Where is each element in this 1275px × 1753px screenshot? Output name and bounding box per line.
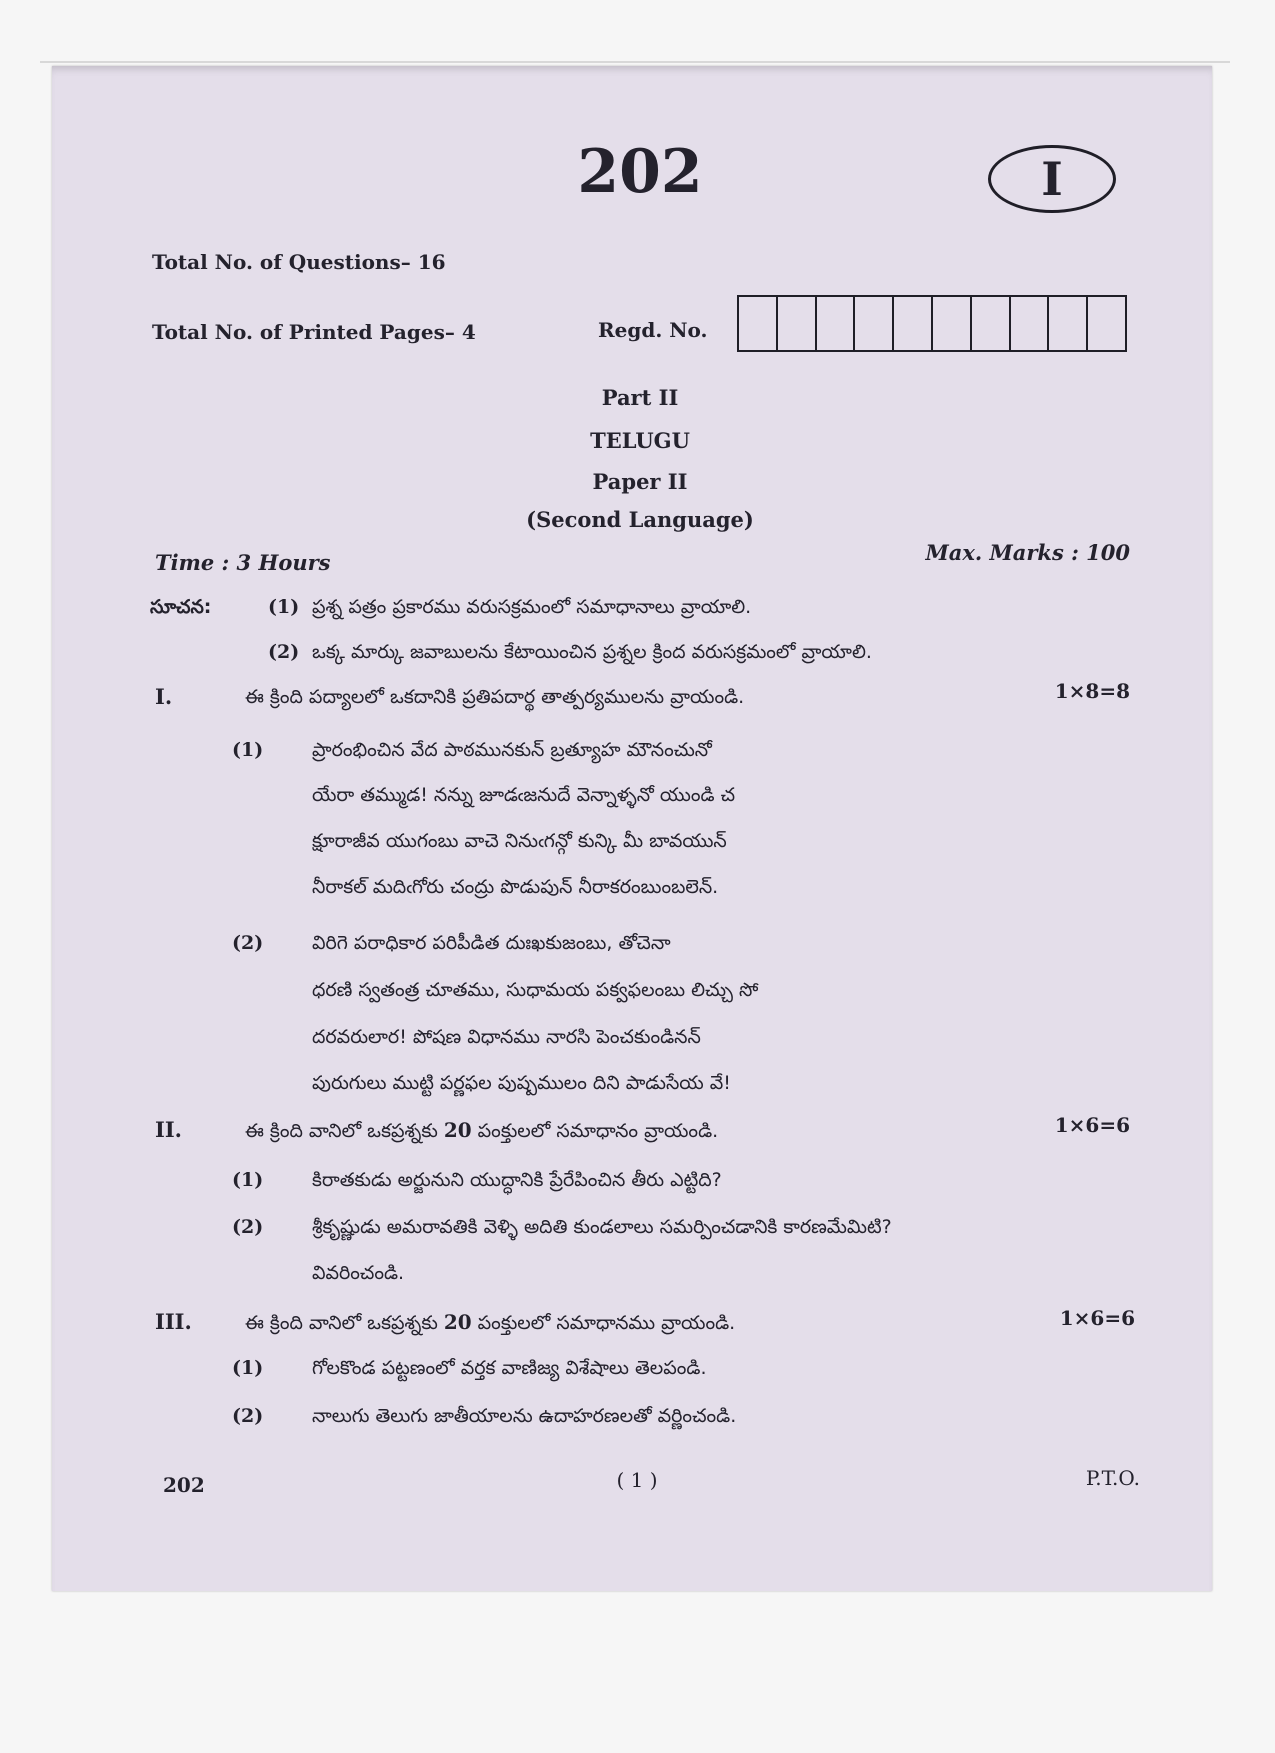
regd-box-cell bbox=[1011, 297, 1050, 350]
footer-pto: P.T.O. bbox=[1085, 1466, 1140, 1490]
regd-box-cell bbox=[855, 297, 894, 350]
instruction-number: (2) bbox=[268, 641, 300, 663]
question-number: (1) bbox=[232, 1169, 264, 1191]
question-text: శ్రీకృష్ణుడు అమరావతికి వెళ్ళి అదితి కుండలాలు సమర్పించడానికి కారణమేమిటి? bbox=[312, 1216, 892, 1238]
poem-line: విరిగె పరాధికార పరిపీడిత దుఃఖకుజంబు, తోచెనా bbox=[312, 932, 671, 954]
time-label: Time : 3 Hours bbox=[155, 550, 331, 575]
subject-title: TELUGU bbox=[590, 428, 690, 453]
footer-page-number: ( 1 ) bbox=[616, 1468, 658, 1492]
question-text: కిరాతకుడు అర్జునుని యుద్ధానికి ప్రేరేపించిన తీరు ఎట్టిది? bbox=[312, 1169, 722, 1191]
max-marks-label: Max. Marks : 100 bbox=[925, 540, 1130, 565]
poem-line: పురుగులు ముట్టి పర్ణఫల పుష్పములం దిని పాడుసేయ వే! bbox=[312, 1072, 731, 1094]
paper-title: Paper II bbox=[592, 469, 688, 494]
total-pages-value: 4 bbox=[461, 320, 476, 344]
regd-box-cell bbox=[894, 297, 933, 350]
poem-line: ధరణి స్వతంత్ర చూతము, సుధామయ పక్వఫలంబు లిచ్చు సో bbox=[312, 979, 759, 1001]
total-questions bbox=[152, 247, 446, 277]
question-number: (1) bbox=[232, 739, 264, 761]
poem-line: యేరా తమ్ముడ! నన్ను జూడఁజనుదే వెన్నాళ్ళనో యుండి చ bbox=[312, 784, 736, 806]
total-pages-label: Total No. of Printed Pages– bbox=[152, 320, 455, 344]
question-number: (2) bbox=[232, 1405, 264, 1427]
regd-box-cell bbox=[817, 297, 856, 350]
footer-paper-code: 202 bbox=[163, 1473, 205, 1497]
regd-box-cell bbox=[933, 297, 972, 350]
regd-box-cell bbox=[739, 297, 778, 350]
section-instruction bbox=[245, 1115, 1035, 1146]
section-instruction bbox=[245, 1307, 1035, 1338]
regd-box-cell bbox=[972, 297, 1011, 350]
lines-required: 20 bbox=[443, 1310, 472, 1334]
section-marks: 1×6=6 bbox=[1054, 1113, 1130, 1137]
section-marks: 1×6=6 bbox=[1059, 1306, 1135, 1330]
total-questions-value: 16 bbox=[417, 250, 446, 274]
question-text-continued: వివరించండి. bbox=[312, 1262, 405, 1284]
instruction-text: ప్రశ్న పత్రం ప్రకారము వరుసక్రమంలో సమాధానాలు వ్రాయాలి. bbox=[312, 596, 752, 618]
language-title: (Second Language) bbox=[526, 507, 754, 532]
question-text: గోలకొండ పట్టణంలో వర్తక వాణిజ్య విశేషాలు తెలపండి. bbox=[312, 1357, 707, 1379]
regd-box-cell bbox=[1088, 297, 1125, 350]
regd-box-cell bbox=[1049, 297, 1088, 350]
section-marks: 1×8=8 bbox=[1054, 679, 1130, 703]
question-number: (1) bbox=[232, 1357, 264, 1379]
section-instruction-before: ఈ క్రింది వానిలో ఒకప్రశ్నకు bbox=[245, 1312, 438, 1334]
part-title: Part II bbox=[601, 385, 679, 410]
total-pages bbox=[152, 317, 476, 347]
set-code-badge: I bbox=[988, 145, 1116, 213]
section-number: I. bbox=[155, 684, 173, 709]
section-number: II. bbox=[155, 1117, 182, 1142]
regd-number-boxes bbox=[737, 295, 1127, 352]
poem-line: నీరాకల్ మదిఁగోరు చంద్రు పొడుపున్ నీరాకరంబుంబలెన్. bbox=[312, 876, 719, 898]
instructions-label: సూచన: bbox=[150, 596, 212, 618]
section-instruction-before: ఈ క్రింది వానిలో ఒకప్రశ్నకు bbox=[245, 1120, 438, 1142]
section-number: III. bbox=[155, 1309, 192, 1334]
regd-box-cell bbox=[778, 297, 817, 350]
question-number: (2) bbox=[232, 932, 264, 954]
instruction-text: ఒక్క మార్కు జవాబులను కేటాయించిన ప్రశ్నల క్రింద వరుసక్రమంలో వ్రాయాలి. bbox=[312, 641, 872, 663]
poem-line: ప్రారంభించిన వేద పాఠమునకున్ బ్రత్యూహ మౌనంచునో bbox=[312, 739, 712, 761]
section-instruction-after: పంక్తులలో సమాధానం వ్రాయండి. bbox=[477, 1120, 719, 1142]
section-instruction: ఈ క్రింది పద్యాలలో ఒకదానికి ప్రతిపదార్థ తాత్పర్యములను వ్రాయండి. bbox=[245, 686, 745, 708]
paper-code: 202 bbox=[577, 137, 703, 207]
regd-label: Regd. No. bbox=[598, 318, 708, 342]
question-number: (2) bbox=[232, 1216, 264, 1238]
scan-edge-line bbox=[40, 61, 1230, 63]
question-text: నాలుగు తెలుగు జాతీయాలను ఉదాహరణలతో వర్ణించండి. bbox=[312, 1405, 737, 1427]
lines-required: 20 bbox=[443, 1118, 472, 1142]
instruction-number: (1) bbox=[268, 596, 300, 618]
section-instruction-after: పంక్తులలో సమాధానము వ్రాయండి. bbox=[477, 1312, 736, 1334]
poem-line: దరవరులార! పోషణ విధానము నారసి పెంచకుండినన్ bbox=[312, 1026, 701, 1048]
poem-line: క్షూరాజీవ యుగంబు వాచె నినుఁగన్గో కున్కి మీ బావయున్ bbox=[312, 830, 727, 852]
total-questions-label: Total No. of Questions– bbox=[152, 250, 411, 274]
